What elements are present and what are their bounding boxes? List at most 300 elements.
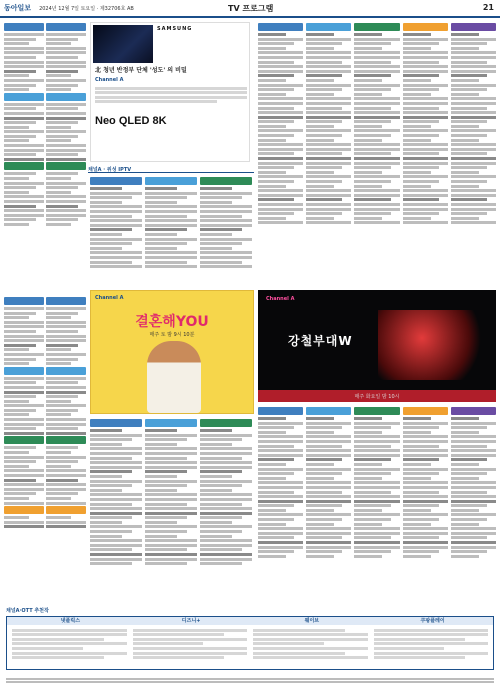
listing-line bbox=[258, 129, 303, 132]
listing-line bbox=[403, 431, 431, 434]
channel-header bbox=[46, 162, 86, 170]
listing-line bbox=[145, 498, 197, 501]
listing-line bbox=[354, 70, 399, 73]
listing-line bbox=[200, 210, 252, 213]
listing-line bbox=[451, 175, 496, 178]
listing-line bbox=[451, 33, 479, 36]
listing-line bbox=[451, 208, 496, 211]
listing-line bbox=[4, 423, 44, 426]
listing-line bbox=[46, 316, 71, 319]
listing-line bbox=[258, 61, 294, 64]
listing-line bbox=[403, 125, 431, 128]
listing-line bbox=[4, 502, 44, 505]
listing-line bbox=[4, 377, 44, 380]
right-grid-bottom bbox=[258, 406, 496, 604]
listing-line bbox=[258, 84, 303, 87]
listing-line bbox=[403, 38, 448, 41]
listing-line bbox=[306, 51, 351, 54]
listing-line bbox=[451, 180, 487, 183]
listing-line bbox=[354, 527, 399, 530]
left-listings-top bbox=[4, 22, 44, 292]
page-number: 21 bbox=[482, 3, 494, 12]
listing-line bbox=[306, 550, 342, 553]
listing-line bbox=[354, 212, 390, 215]
listing-line bbox=[4, 74, 29, 77]
listing-line bbox=[90, 215, 132, 218]
listing-line bbox=[306, 426, 342, 429]
listing-line bbox=[4, 153, 36, 156]
listing-line bbox=[200, 535, 232, 538]
channel-header bbox=[306, 23, 351, 31]
listing-line bbox=[258, 157, 303, 160]
listing-line bbox=[46, 339, 86, 342]
listing-line bbox=[258, 500, 303, 503]
listing-line bbox=[354, 198, 390, 201]
listing-line bbox=[4, 456, 44, 459]
listing-line bbox=[258, 536, 294, 539]
channel-header bbox=[4, 436, 44, 444]
listing-line bbox=[145, 187, 177, 190]
listing-line bbox=[354, 523, 382, 526]
listing-line bbox=[451, 555, 479, 558]
listing-line bbox=[354, 180, 390, 183]
listing-line bbox=[451, 47, 479, 50]
listing-line bbox=[354, 97, 399, 100]
listing-line bbox=[46, 391, 86, 394]
channel-header bbox=[90, 177, 142, 185]
listing-line bbox=[4, 362, 29, 365]
channel-header bbox=[200, 177, 252, 185]
listing-line bbox=[306, 116, 351, 119]
listing-line bbox=[403, 74, 439, 77]
channel-header bbox=[46, 297, 86, 305]
listing-line bbox=[90, 489, 122, 492]
listing-line bbox=[200, 475, 232, 478]
listing-line bbox=[354, 445, 390, 448]
listing-line bbox=[354, 185, 382, 188]
listing-line bbox=[4, 33, 44, 36]
listing-line bbox=[90, 470, 132, 473]
listing-line bbox=[258, 93, 286, 96]
listing-line bbox=[258, 185, 286, 188]
listing-line bbox=[258, 166, 294, 169]
issue-date: 2024년 12월 7일 토요일 · 제32706호 AB bbox=[39, 5, 134, 12]
listing-line bbox=[46, 516, 71, 519]
listing-line bbox=[4, 432, 44, 435]
listing-line bbox=[403, 495, 448, 498]
listing-line bbox=[258, 143, 303, 146]
listing-line bbox=[4, 130, 44, 133]
listing-line bbox=[145, 521, 177, 524]
listing-line bbox=[354, 221, 399, 224]
channel-header bbox=[200, 419, 252, 427]
listing-line bbox=[258, 65, 303, 68]
listing-line bbox=[4, 400, 29, 403]
listing-line bbox=[403, 42, 439, 45]
listing-line bbox=[145, 219, 197, 222]
listing-line bbox=[46, 492, 78, 495]
listing-line bbox=[145, 247, 177, 250]
listing-line bbox=[403, 51, 448, 54]
listing-line bbox=[403, 527, 448, 530]
listing-line bbox=[354, 194, 399, 197]
listing-line bbox=[200, 553, 252, 556]
listing-line bbox=[145, 233, 177, 236]
listing-line bbox=[90, 535, 122, 538]
listing-line bbox=[200, 443, 232, 446]
grid-column bbox=[354, 22, 399, 288]
listing-line bbox=[451, 79, 479, 82]
listing-line bbox=[451, 495, 496, 498]
listing-line bbox=[90, 452, 142, 455]
listing-line bbox=[306, 491, 342, 494]
listing-line bbox=[145, 434, 197, 437]
listing-line bbox=[46, 223, 71, 226]
listing-line bbox=[4, 395, 36, 398]
listing-line bbox=[4, 525, 44, 528]
listing-line bbox=[403, 185, 431, 188]
listing-line bbox=[403, 65, 448, 68]
listing-line bbox=[306, 541, 351, 544]
listing-line bbox=[258, 56, 303, 59]
listing-line bbox=[200, 265, 252, 268]
host-photo bbox=[147, 341, 201, 413]
listing-line bbox=[451, 509, 479, 512]
listing-line bbox=[258, 550, 294, 553]
listing-line bbox=[354, 481, 399, 484]
listing-line bbox=[145, 438, 187, 441]
listing-line bbox=[306, 509, 334, 512]
channel-header bbox=[258, 23, 303, 31]
listing-line bbox=[46, 344, 78, 347]
listing-line bbox=[258, 463, 286, 466]
listing-line bbox=[46, 488, 86, 491]
listing-line bbox=[200, 498, 252, 501]
listing-line bbox=[451, 518, 487, 521]
listing-line bbox=[258, 435, 303, 438]
listing-line bbox=[200, 544, 252, 547]
recommend-col-3: 웨이브 bbox=[304, 618, 320, 624]
listing-line bbox=[306, 194, 351, 197]
listing-line bbox=[90, 493, 142, 496]
listing-line bbox=[354, 116, 399, 119]
listing-line bbox=[354, 422, 399, 425]
listing-line bbox=[4, 186, 36, 189]
listing-line bbox=[200, 256, 252, 259]
listing-line bbox=[451, 417, 479, 420]
listing-line bbox=[200, 224, 252, 227]
listing-line bbox=[4, 38, 36, 41]
listing-line bbox=[403, 139, 431, 142]
listing-line bbox=[258, 38, 303, 41]
grid-column bbox=[403, 406, 448, 604]
listing-line bbox=[306, 212, 342, 215]
listing-line bbox=[451, 445, 487, 448]
listing-line bbox=[4, 70, 36, 73]
listing-line bbox=[90, 498, 142, 501]
listing-line bbox=[90, 429, 122, 432]
listing-line bbox=[145, 443, 177, 446]
listing-line bbox=[403, 523, 431, 526]
channel-header bbox=[403, 23, 448, 31]
listing-line bbox=[354, 477, 382, 480]
listing-line bbox=[145, 238, 197, 241]
listing-line bbox=[306, 84, 351, 87]
show-schedule: 매주 화요일 밤 10시 bbox=[258, 390, 496, 402]
listing-line bbox=[200, 480, 252, 483]
listing-line bbox=[403, 203, 448, 206]
listing-line bbox=[145, 512, 197, 515]
listing-line bbox=[403, 166, 439, 169]
listing-line bbox=[258, 518, 294, 521]
listing-line bbox=[354, 102, 399, 105]
listing-line bbox=[403, 84, 448, 87]
listing-line bbox=[200, 525, 252, 528]
listing-line bbox=[451, 56, 496, 59]
listing-line bbox=[258, 523, 286, 526]
listing-line bbox=[403, 504, 439, 507]
listing-line bbox=[46, 521, 86, 524]
listing-line bbox=[258, 171, 286, 174]
listing-line bbox=[354, 440, 399, 443]
listing-line bbox=[306, 440, 351, 443]
listing-line bbox=[145, 493, 197, 496]
listing-line bbox=[451, 449, 496, 452]
listing-line bbox=[258, 51, 303, 54]
listing-line bbox=[306, 518, 342, 521]
listing-line bbox=[200, 507, 252, 510]
listing-line bbox=[90, 205, 142, 208]
listing-line bbox=[451, 463, 479, 466]
listing-line bbox=[90, 544, 142, 547]
listing-line bbox=[403, 175, 448, 178]
listing-line bbox=[306, 171, 334, 174]
listing-line bbox=[4, 112, 44, 115]
listing-line bbox=[258, 70, 303, 73]
listing-line bbox=[4, 469, 44, 472]
listing-line bbox=[354, 47, 382, 50]
left-listings-bottom-2 bbox=[46, 296, 86, 602]
listing-line bbox=[145, 228, 187, 231]
listing-line bbox=[145, 457, 187, 460]
listing-line bbox=[145, 539, 197, 542]
samsung-ad bbox=[90, 22, 250, 162]
listing-line bbox=[306, 61, 342, 64]
listing-line bbox=[200, 438, 242, 441]
listing-line bbox=[354, 426, 390, 429]
listing-line bbox=[46, 70, 78, 73]
listings-section-label: 채널A · 위성 IPTV bbox=[88, 166, 254, 173]
listing-line bbox=[258, 120, 294, 123]
listing-line bbox=[354, 42, 390, 45]
listing-line bbox=[451, 61, 487, 64]
listing-line bbox=[306, 221, 351, 224]
listing-line bbox=[403, 454, 448, 457]
listing-line bbox=[451, 500, 496, 503]
listing-line bbox=[354, 513, 399, 516]
listing-line bbox=[451, 185, 479, 188]
listing-line bbox=[451, 116, 496, 119]
listing-line bbox=[403, 97, 448, 100]
listing-line bbox=[306, 546, 351, 549]
listing-line bbox=[46, 432, 86, 435]
listing-line bbox=[258, 532, 303, 535]
listing-line bbox=[46, 126, 71, 129]
listing-line bbox=[403, 491, 439, 494]
channel-header bbox=[451, 407, 496, 415]
listing-line bbox=[451, 422, 496, 425]
listing-line bbox=[451, 102, 496, 105]
listing-line bbox=[306, 495, 351, 498]
listing-line bbox=[451, 97, 496, 100]
listing-line bbox=[4, 126, 29, 129]
listing-line bbox=[90, 553, 142, 556]
listing-line bbox=[258, 74, 294, 77]
grid-column bbox=[258, 406, 303, 604]
listing-line bbox=[451, 166, 487, 169]
listing-line bbox=[306, 129, 351, 132]
listing-line bbox=[90, 562, 132, 565]
listing-line bbox=[4, 488, 44, 491]
listing-line bbox=[46, 42, 71, 45]
listing-line bbox=[403, 198, 439, 201]
listing-line bbox=[306, 139, 334, 142]
listing-line bbox=[354, 134, 390, 137]
listing-line bbox=[354, 175, 399, 178]
listing-line bbox=[145, 210, 197, 213]
listing-line bbox=[90, 480, 142, 483]
listing-line bbox=[145, 265, 197, 268]
listing-line bbox=[46, 353, 86, 356]
listing-line bbox=[451, 472, 487, 475]
listing-line bbox=[4, 218, 36, 221]
listing-line bbox=[90, 443, 122, 446]
listing-line bbox=[451, 203, 496, 206]
listing-line bbox=[258, 458, 294, 461]
channel-header bbox=[46, 23, 86, 31]
listing-line bbox=[4, 312, 36, 315]
listing-line bbox=[403, 88, 439, 91]
listing-line bbox=[200, 562, 242, 565]
listing-line bbox=[403, 70, 448, 73]
listing-line bbox=[258, 481, 303, 484]
listing-line bbox=[403, 536, 439, 539]
listing-line bbox=[46, 413, 71, 416]
show-title: 결혼해YOU bbox=[135, 314, 209, 330]
listing-line bbox=[451, 212, 487, 215]
listing-line bbox=[200, 196, 242, 199]
listing-line bbox=[145, 525, 197, 528]
listing-line bbox=[403, 61, 439, 64]
listing-line bbox=[451, 523, 479, 526]
recommend-col-2: 디즈니+ bbox=[181, 618, 201, 624]
listing-line bbox=[4, 172, 36, 175]
listing-line bbox=[451, 435, 496, 438]
listing-line bbox=[200, 512, 252, 515]
listing-line bbox=[145, 548, 187, 551]
listing-line bbox=[46, 427, 78, 430]
listing-line bbox=[403, 93, 431, 96]
listing-line bbox=[258, 417, 286, 420]
recommend-col-body-3 bbox=[250, 627, 371, 661]
recommend-col-4: 쿠팡플레이 bbox=[420, 618, 445, 624]
listing-line bbox=[403, 129, 448, 132]
listing-line bbox=[306, 417, 334, 420]
listing-line bbox=[145, 261, 187, 264]
listing-line bbox=[306, 431, 334, 434]
recommend-box bbox=[6, 616, 494, 670]
listing-line bbox=[46, 205, 78, 208]
listing-line bbox=[90, 507, 142, 510]
listing-line bbox=[354, 454, 399, 457]
listing-line bbox=[306, 536, 342, 539]
listing-line bbox=[46, 88, 71, 91]
listing-line bbox=[451, 491, 487, 494]
ad-body-text bbox=[95, 85, 247, 105]
listing-line bbox=[200, 228, 242, 231]
listing-line bbox=[200, 192, 252, 195]
listing-line bbox=[4, 307, 44, 310]
listing-line bbox=[451, 51, 496, 54]
listing-line bbox=[403, 134, 439, 137]
listing-line bbox=[46, 469, 86, 472]
listing-line bbox=[403, 56, 448, 59]
listing-line bbox=[145, 530, 187, 533]
product-name: Neo QLED 8K bbox=[95, 115, 167, 127]
grid-column bbox=[306, 406, 351, 604]
listing-line bbox=[46, 33, 86, 36]
listing-line bbox=[354, 56, 399, 59]
listing-line bbox=[451, 120, 487, 123]
listing-line bbox=[258, 134, 294, 137]
listing-line bbox=[403, 440, 448, 443]
listing-line bbox=[403, 120, 439, 123]
listing-line bbox=[200, 447, 252, 450]
listing-line bbox=[46, 483, 86, 486]
listing-line bbox=[403, 426, 439, 429]
listing-line bbox=[90, 512, 142, 515]
listing-line bbox=[403, 422, 448, 425]
listing-line bbox=[46, 418, 86, 421]
listing-line bbox=[258, 495, 303, 498]
listing-line bbox=[258, 546, 303, 549]
listing-line bbox=[451, 477, 479, 480]
listing-line bbox=[354, 468, 399, 471]
grid-column bbox=[451, 406, 496, 604]
listing-line bbox=[306, 88, 342, 91]
recommend-col-body-4 bbox=[371, 627, 492, 661]
listing-line bbox=[90, 192, 142, 195]
page-header bbox=[0, 0, 500, 18]
listing-line bbox=[4, 391, 44, 394]
listing-line bbox=[306, 486, 351, 489]
recommend-col-body-2 bbox=[130, 627, 251, 661]
listing-line bbox=[354, 61, 390, 64]
listing-line bbox=[4, 483, 44, 486]
listing-line bbox=[451, 536, 487, 539]
listing-line bbox=[258, 139, 286, 142]
listing-line bbox=[46, 51, 86, 54]
listing-line bbox=[403, 116, 448, 119]
listing-line bbox=[4, 353, 44, 356]
listing-line bbox=[306, 468, 351, 471]
listing-line bbox=[451, 194, 496, 197]
listing-line bbox=[46, 65, 86, 68]
listing-line bbox=[306, 93, 334, 96]
listing-line bbox=[306, 107, 342, 110]
listing-line bbox=[46, 409, 78, 412]
listing-line bbox=[4, 330, 36, 333]
